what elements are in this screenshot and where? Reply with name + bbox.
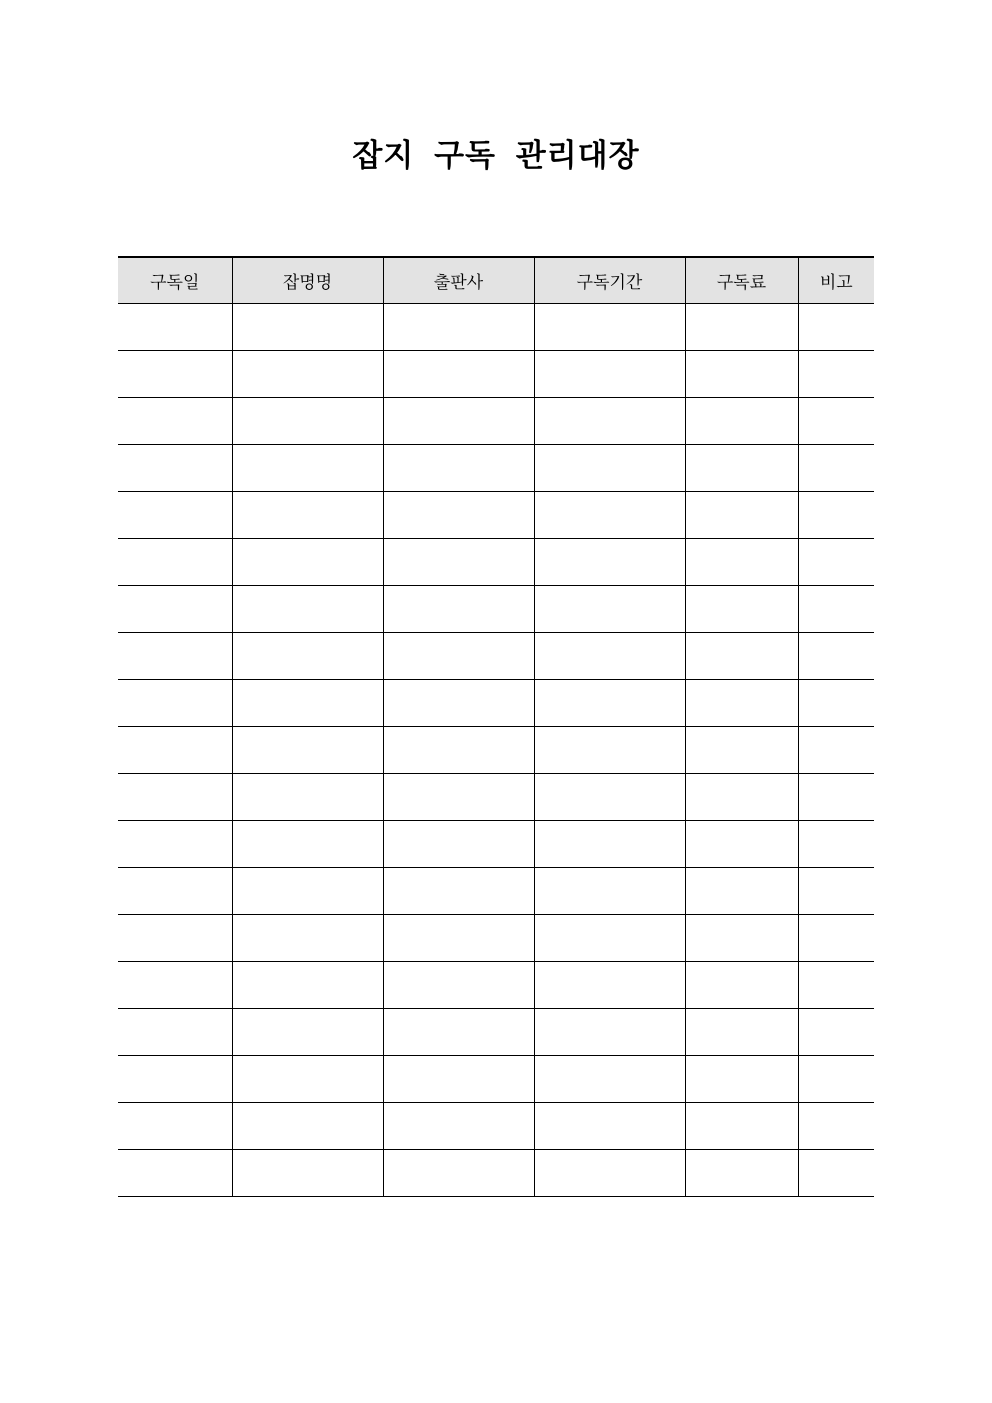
cell-magazine-name[interactable] bbox=[232, 1056, 383, 1103]
cell-remarks[interactable] bbox=[798, 868, 874, 915]
cell-subscription-period[interactable] bbox=[534, 398, 685, 445]
cell-subscription-date[interactable] bbox=[118, 868, 232, 915]
cell-remarks[interactable] bbox=[798, 1103, 874, 1150]
cell-subscription-period[interactable] bbox=[534, 680, 685, 727]
cell-subscription-period[interactable] bbox=[534, 727, 685, 774]
column-header-subscription-date: 구독일 bbox=[118, 257, 232, 304]
cell-magazine-name[interactable] bbox=[232, 1150, 383, 1197]
table-row bbox=[118, 774, 874, 821]
cell-subscription-period[interactable] bbox=[534, 1056, 685, 1103]
cell-subscription-fee[interactable] bbox=[685, 351, 798, 398]
cell-subscription-fee[interactable] bbox=[685, 915, 798, 962]
cell-subscription-date[interactable] bbox=[118, 633, 232, 680]
cell-subscription-date[interactable] bbox=[118, 304, 232, 351]
cell-subscription-period[interactable] bbox=[534, 586, 685, 633]
cell-subscription-fee[interactable] bbox=[685, 1150, 798, 1197]
cell-subscription-period[interactable] bbox=[534, 351, 685, 398]
cell-publisher[interactable] bbox=[383, 1103, 534, 1150]
page-title: 잡지 구독 관리대장 bbox=[352, 138, 640, 174]
cell-subscription-fee[interactable] bbox=[685, 962, 798, 1009]
cell-subscription-date[interactable] bbox=[118, 727, 232, 774]
cell-publisher[interactable] bbox=[383, 1150, 534, 1197]
table-header-row bbox=[118, 257, 874, 304]
cell-publisher[interactable] bbox=[383, 304, 534, 351]
column-header-subscription-fee: 구독료 bbox=[685, 257, 798, 304]
cell-subscription-period[interactable] bbox=[534, 539, 685, 586]
cell-remarks[interactable] bbox=[798, 727, 874, 774]
cell-subscription-date[interactable] bbox=[118, 539, 232, 586]
cell-publisher[interactable] bbox=[383, 821, 534, 868]
cell-subscription-date[interactable] bbox=[118, 445, 232, 492]
cell-remarks[interactable] bbox=[798, 539, 874, 586]
cell-subscription-fee[interactable] bbox=[685, 633, 798, 680]
cell-subscription-date[interactable] bbox=[118, 398, 232, 445]
cell-remarks[interactable] bbox=[798, 633, 874, 680]
table-row bbox=[118, 868, 874, 915]
cell-magazine-name[interactable] bbox=[232, 492, 383, 539]
cell-subscription-fee[interactable] bbox=[685, 774, 798, 821]
cell-subscription-date[interactable] bbox=[118, 821, 232, 868]
cell-subscription-date[interactable] bbox=[118, 1103, 232, 1150]
cell-subscription-date[interactable] bbox=[118, 1056, 232, 1103]
cell-subscription-fee[interactable] bbox=[685, 1103, 798, 1150]
cell-remarks[interactable] bbox=[798, 492, 874, 539]
cell-publisher[interactable] bbox=[383, 774, 534, 821]
cell-subscription-date[interactable] bbox=[118, 774, 232, 821]
cell-subscription-period[interactable] bbox=[534, 915, 685, 962]
cell-subscription-period[interactable] bbox=[534, 633, 685, 680]
cell-magazine-name[interactable] bbox=[232, 915, 383, 962]
table-row bbox=[118, 915, 874, 962]
cell-magazine-name[interactable] bbox=[232, 821, 383, 868]
cell-magazine-name[interactable] bbox=[232, 868, 383, 915]
cell-publisher[interactable] bbox=[383, 727, 534, 774]
column-header-publisher: 출판사 bbox=[383, 257, 534, 304]
cell-remarks[interactable] bbox=[798, 962, 874, 1009]
table-row bbox=[118, 398, 874, 445]
cell-remarks[interactable] bbox=[798, 445, 874, 492]
cell-publisher[interactable] bbox=[383, 1056, 534, 1103]
cell-remarks[interactable] bbox=[798, 821, 874, 868]
cell-subscription-period[interactable] bbox=[534, 1103, 685, 1150]
cell-publisher[interactable] bbox=[383, 492, 534, 539]
cell-subscription-period[interactable] bbox=[534, 774, 685, 821]
cell-subscription-fee[interactable] bbox=[685, 398, 798, 445]
cell-subscription-fee[interactable] bbox=[685, 304, 798, 351]
cell-magazine-name[interactable] bbox=[232, 539, 383, 586]
cell-magazine-name[interactable] bbox=[232, 1103, 383, 1150]
cell-publisher[interactable] bbox=[383, 962, 534, 1009]
cell-magazine-name[interactable] bbox=[232, 445, 383, 492]
table-row bbox=[118, 351, 874, 398]
cell-magazine-name[interactable] bbox=[232, 398, 383, 445]
table-row bbox=[118, 821, 874, 868]
cell-subscription-period[interactable] bbox=[534, 1150, 685, 1197]
cell-subscription-date[interactable] bbox=[118, 680, 232, 727]
table-row bbox=[118, 492, 874, 539]
column-header-subscription-period: 구독기간 bbox=[534, 257, 685, 304]
table-row bbox=[118, 962, 874, 1009]
table-row bbox=[118, 586, 874, 633]
cell-magazine-name[interactable] bbox=[232, 633, 383, 680]
cell-subscription-fee[interactable] bbox=[685, 539, 798, 586]
cell-subscription-period[interactable] bbox=[534, 445, 685, 492]
column-header-remarks: 비고 bbox=[798, 257, 874, 304]
cell-publisher[interactable] bbox=[383, 633, 534, 680]
cell-remarks[interactable] bbox=[798, 586, 874, 633]
cell-magazine-name[interactable] bbox=[232, 304, 383, 351]
cell-remarks[interactable] bbox=[798, 351, 874, 398]
cell-subscription-fee[interactable] bbox=[685, 1009, 798, 1056]
cell-magazine-name[interactable] bbox=[232, 586, 383, 633]
cell-magazine-name[interactable] bbox=[232, 962, 383, 1009]
cell-subscription-fee[interactable] bbox=[685, 727, 798, 774]
cell-magazine-name[interactable] bbox=[232, 774, 383, 821]
cell-subscription-period[interactable] bbox=[534, 304, 685, 351]
subscription-ledger-table bbox=[118, 256, 874, 1197]
cell-subscription-date[interactable] bbox=[118, 492, 232, 539]
table-row bbox=[118, 1103, 874, 1150]
table-row bbox=[118, 1150, 874, 1197]
cell-remarks[interactable] bbox=[798, 680, 874, 727]
cell-magazine-name[interactable] bbox=[232, 727, 383, 774]
cell-publisher[interactable] bbox=[383, 586, 534, 633]
cell-magazine-name[interactable] bbox=[232, 1009, 383, 1056]
cell-subscription-period[interactable] bbox=[534, 492, 685, 539]
cell-publisher[interactable] bbox=[383, 398, 534, 445]
cell-subscription-date[interactable] bbox=[118, 915, 232, 962]
column-header-magazine-name: 잡명명 bbox=[232, 257, 383, 304]
table-row bbox=[118, 680, 874, 727]
cell-subscription-period[interactable] bbox=[534, 962, 685, 1009]
table-row bbox=[118, 539, 874, 586]
table-row bbox=[118, 633, 874, 680]
cell-publisher[interactable] bbox=[383, 680, 534, 727]
cell-publisher[interactable] bbox=[383, 539, 534, 586]
cell-subscription-fee[interactable] bbox=[685, 586, 798, 633]
cell-subscription-fee[interactable] bbox=[685, 492, 798, 539]
table-row bbox=[118, 304, 874, 351]
table-body bbox=[118, 304, 874, 1197]
cell-remarks[interactable] bbox=[798, 1056, 874, 1103]
cell-magazine-name[interactable] bbox=[232, 351, 383, 398]
cell-publisher[interactable] bbox=[383, 868, 534, 915]
cell-remarks[interactable] bbox=[798, 1150, 874, 1197]
cell-subscription-period[interactable] bbox=[534, 1009, 685, 1056]
cell-subscription-fee[interactable] bbox=[685, 868, 798, 915]
table-row bbox=[118, 445, 874, 492]
cell-publisher[interactable] bbox=[383, 915, 534, 962]
cell-publisher[interactable] bbox=[383, 445, 534, 492]
cell-remarks[interactable] bbox=[798, 398, 874, 445]
cell-subscription-date[interactable] bbox=[118, 351, 232, 398]
cell-subscription-date[interactable] bbox=[118, 962, 232, 1009]
cell-remarks[interactable] bbox=[798, 915, 874, 962]
cell-remarks[interactable] bbox=[798, 1009, 874, 1056]
cell-magazine-name[interactable] bbox=[232, 680, 383, 727]
cell-remarks[interactable] bbox=[798, 774, 874, 821]
cell-subscription-fee[interactable] bbox=[685, 680, 798, 727]
cell-subscription-date[interactable] bbox=[118, 1150, 232, 1197]
cell-subscription-fee[interactable] bbox=[685, 821, 798, 868]
cell-subscription-date[interactable] bbox=[118, 586, 232, 633]
cell-publisher[interactable] bbox=[383, 351, 534, 398]
table-row bbox=[118, 1056, 874, 1103]
cell-subscription-date[interactable] bbox=[118, 1009, 232, 1056]
cell-subscription-fee[interactable] bbox=[685, 1056, 798, 1103]
cell-remarks[interactable] bbox=[798, 304, 874, 351]
cell-subscription-period[interactable] bbox=[534, 868, 685, 915]
cell-subscription-period[interactable] bbox=[534, 821, 685, 868]
cell-subscription-fee[interactable] bbox=[685, 445, 798, 492]
table-row bbox=[118, 1009, 874, 1056]
cell-publisher[interactable] bbox=[383, 1009, 534, 1056]
table-row bbox=[118, 727, 874, 774]
